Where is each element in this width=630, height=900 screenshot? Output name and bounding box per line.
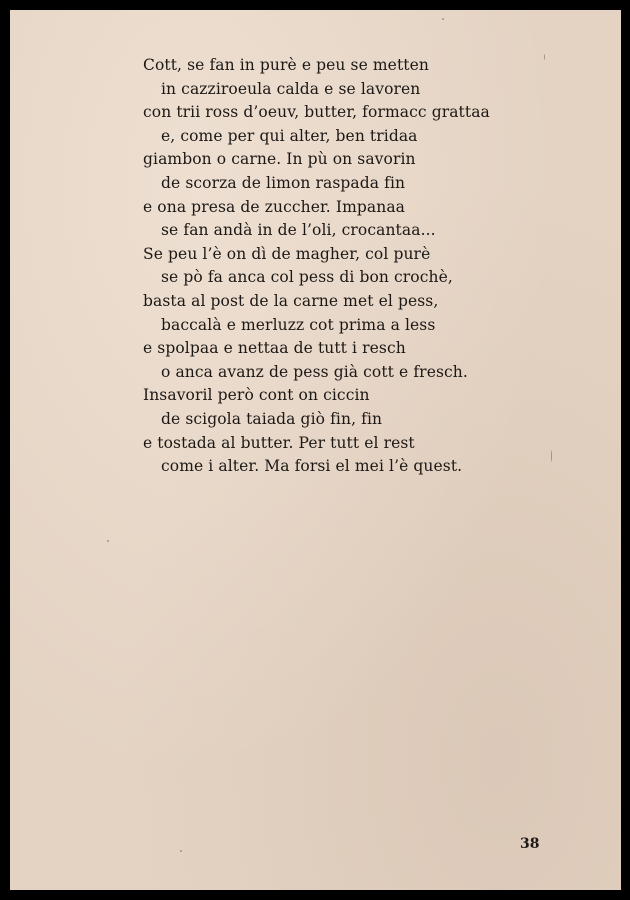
poem-line: e ona presa de zuccher. Impanaa [143,197,406,216]
poem-line: Cott, se fan in purè e peu se metten [143,56,429,74]
poem-line: con trii ross d’oeuv, butter, formacc grattaa [143,103,490,122]
poem-line: e, come per qui alter, ben tridaa [161,126,418,145]
poem-line: se fan andà in de l’oli, crocantaa... [161,221,436,240]
poem-line: e spolpaa e nettaa de tutt i resch [143,339,406,358]
poem-line: e tostada al butter. Per tutt el rest [143,433,415,452]
poem-line: o anca avanz de pess già cott e fresch. [161,362,468,381]
poem-line: Insavoril però cont on ciccin [143,386,370,405]
book-page [10,10,621,890]
poem-text [143,54,490,479]
poem-line: come i alter. Ma forsi el mei l’è quest. [161,457,463,476]
paper-speck [180,850,182,852]
poem-line: de scigola taiada giò fin, fin [161,409,383,428]
poem-line: se pò fa anca col pess di bon crochè, [161,268,453,287]
poem-line: de scorza de limon raspada fin [161,173,406,192]
paper-speck [442,18,444,20]
paper-speck [551,450,552,462]
page-number: 38 [520,836,540,852]
poem-line: giambon o carne. In pù on savorin [143,150,416,169]
poem-line: baccalà e merluzz cot prima a less [161,315,436,334]
paper-speck [107,540,109,542]
paper-speck [544,54,545,60]
poem-line: basta al post de la carne met el pess, [143,291,439,310]
poem-line: in cazziroeula calda e se lavoren [161,79,421,98]
poem-line: Se peu l’è on dì de magher, col purè [143,244,431,263]
